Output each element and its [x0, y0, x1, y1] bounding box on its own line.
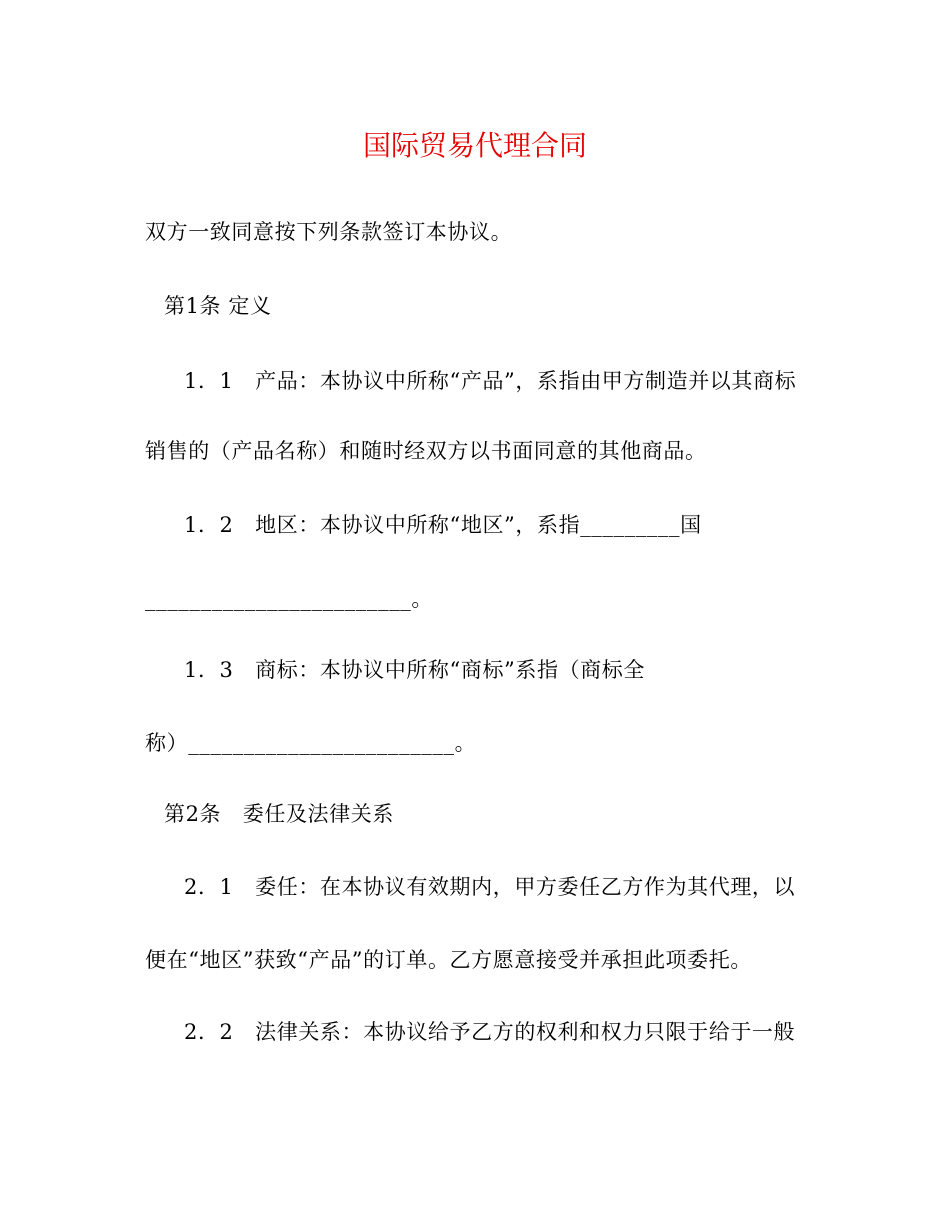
clause-1-1-line-1: 1．1 产品：本协议中所称“产品”，系指由甲方制造并以其商标	[184, 369, 797, 393]
clause-1-2-line-1: 1．2 地区：本协议中所称“地区”，系指_________国	[184, 513, 702, 537]
clause-1-2-line-2: ________________________。	[145, 587, 433, 611]
clause-2-1-line-1: 2．1 委任：在本协议有效期内，甲方委任乙方作为其代理，以	[184, 875, 796, 899]
clause-2-1-line-2: 便在“地区”获致“产品”的订单。乙方愿意接受并承担此项委托。	[145, 948, 752, 972]
intro-paragraph: 双方一致同意按下列条款签订本协议。	[145, 220, 513, 244]
article-1-heading: 第1条 定义	[164, 294, 272, 318]
clause-1-3-line-2: 称）________________________。	[145, 731, 477, 755]
clause-2-2-line-1: 2．2 法律关系：本协议给予乙方的权利和权力只限于给于一般	[184, 1020, 796, 1044]
clause-1-1-line-2: 销售的（产品名称）和随时经双方以书面同意的其他商品。	[145, 439, 707, 463]
document-title: 国际贸易代理合同	[362, 129, 587, 162]
article-2-heading: 第2条 委任及法律关系	[164, 802, 394, 826]
clause-1-3-line-1: 1．3 商标：本协议中所称“商标”系指（商标全	[184, 658, 645, 682]
